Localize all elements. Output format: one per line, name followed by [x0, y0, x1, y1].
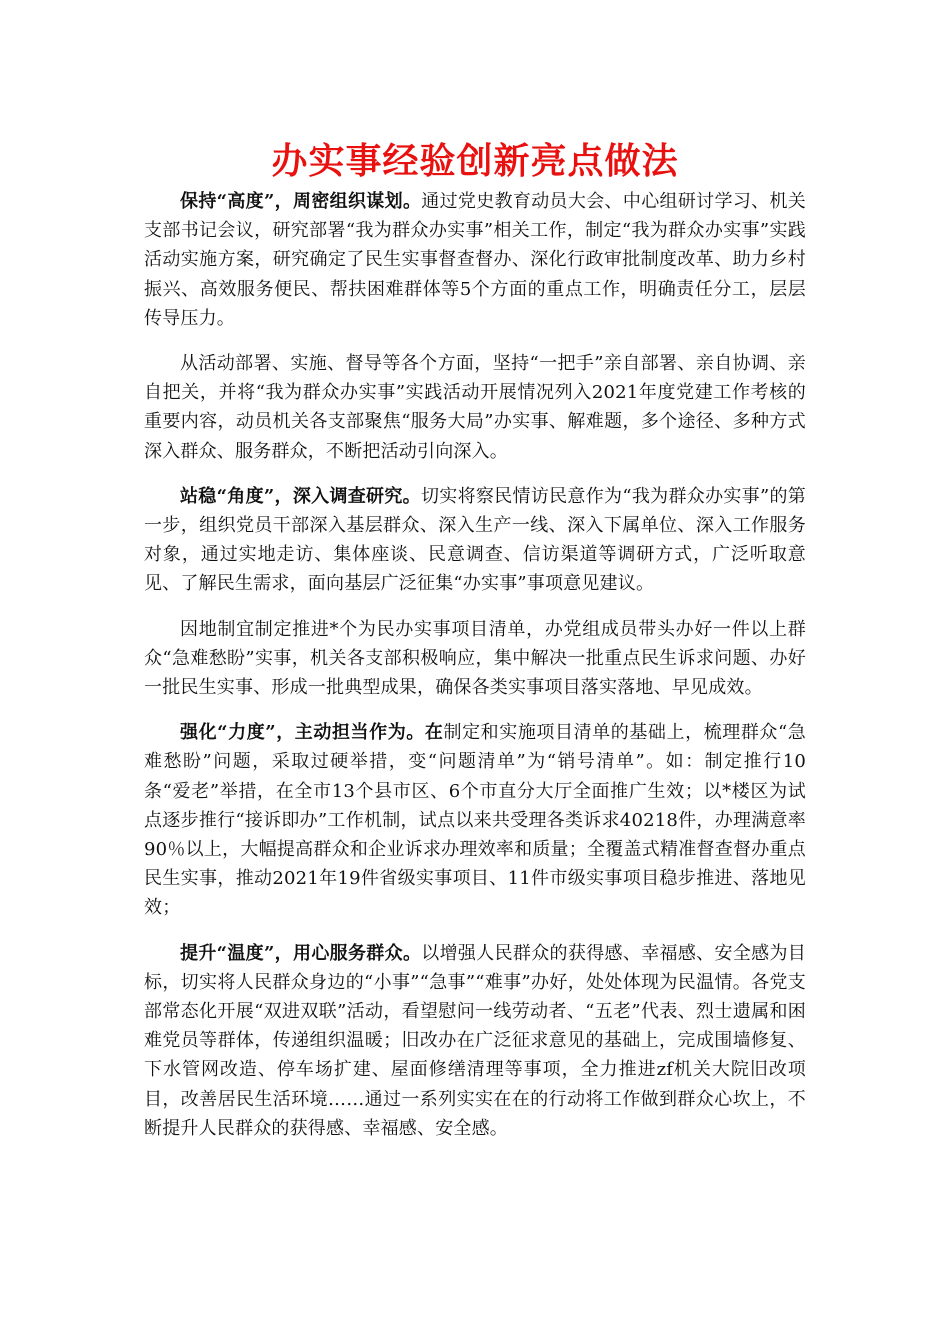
paragraph-text: 制定和实施项目清单的基础上，梳理群众“急难愁盼”问题，采取过硬举措，变“问题清单”为“销号清单”。如：制定推行10条“爱老”举措，在全市13个县市区、6个市直分大厅全面推广生效；以*楼区为试点逐步推行“接诉即办”工作机制，试点以来共受理各类诉求40218件，办理满意率90％以上，大幅提高群众和企业诉求办理效率和质量；全覆盖式精准督查督办重点民生实事，推动2021年19件省级实事项目、11件市级实事项目稳步推进、落地见效； [144, 722, 806, 919]
paragraph-lead: 保持“高度”，周密组织谋划。 [180, 191, 422, 212]
paragraph-warmth [144, 939, 806, 1143]
document-body [144, 187, 806, 1159]
paragraph-lead: 提升“温度”，用心服务群众。 [180, 942, 422, 964]
paragraph-text: 以增强人民群众的获得感、幸福感、安全感为目标，切实将人民群众身边的“小事”“急事”“难事”办好，处处体现为民温情。各党支部常态化开展“双进双联”活动，看望慰问一线劳动者、“五老”代表、烈士遗属和困难党员等群体，传递组织温暖；旧改办在广泛征求意见的基础上，完成围墙修复、下水管网改造、停车场扩建、屋面修缮清理等事项，全力推进zf机关大院旧改项目，改善居民生活环境……通过一系列实实在在的行动将工作做到群众心坎上，不断提升人民群众的获得感、幸福感、安全感。 [144, 942, 806, 1139]
paragraph-project-list [144, 615, 806, 703]
paragraph-text: 通过党史教育动员大会、中心组研讨学习、机关支部书记会议，研究部署“我为群众办实事”相关工作，制定“我为群众办实事”实践活动实施方案，研究确定了民生实事督查督办、深化行政审批制度改革、助力乡村振兴、高效服务便民、帮扶困难群体等5个方面的重点工作，明确责任分工，层层传导压力。 [144, 191, 806, 329]
document-title: 办实事经验创新亮点做法 [271, 140, 679, 182]
paragraph-height [144, 187, 806, 333]
paragraph-text: 因地制宜制定推进*个为民办实事项目清单，办党组成员带头办好一件以上群众“急难愁盼”实事，机关各支部积极响应，集中解决一批重点民生诉求问题、办好一批民生实事、形成一批典型成果，确保各类实事项目落实落地、早见成效。 [144, 618, 806, 699]
paragraph-deployment [144, 349, 806, 466]
paragraph-text: 切实将察民情访民意作为“我为群众办实事”的第一步，组织党员干部深入基层群众、深入生产一线、深入下属单位、深入工作服务对象，通过实地走访、集体座谈、民意调查、信访渠道等调研方式，广泛听取意见、了解民生需求，面向基层广泛征集“办实事”事项意见建议。 [144, 485, 806, 595]
paragraph-text: 从活动部署、实施、督导等各个方面，坚持“一把手”亲自部署、亲自协调、亲自把关，并将“我为群众办实事”实践活动开展情况列入2021年度党建工作考核的重要内容，动员机关各支部聚焦“服务大局”办实事、解难题，多个途径、多种方式深入群众、服务群众，不断把活动引向深入。 [144, 353, 806, 462]
paragraph-angle [144, 482, 806, 599]
paragraph-lead: 强化“力度”，主动担当作为。在 [180, 722, 444, 744]
paragraph-lead: 站稳“角度”，深入调查研究。 [180, 485, 421, 507]
paragraph-strength [144, 718, 806, 922]
